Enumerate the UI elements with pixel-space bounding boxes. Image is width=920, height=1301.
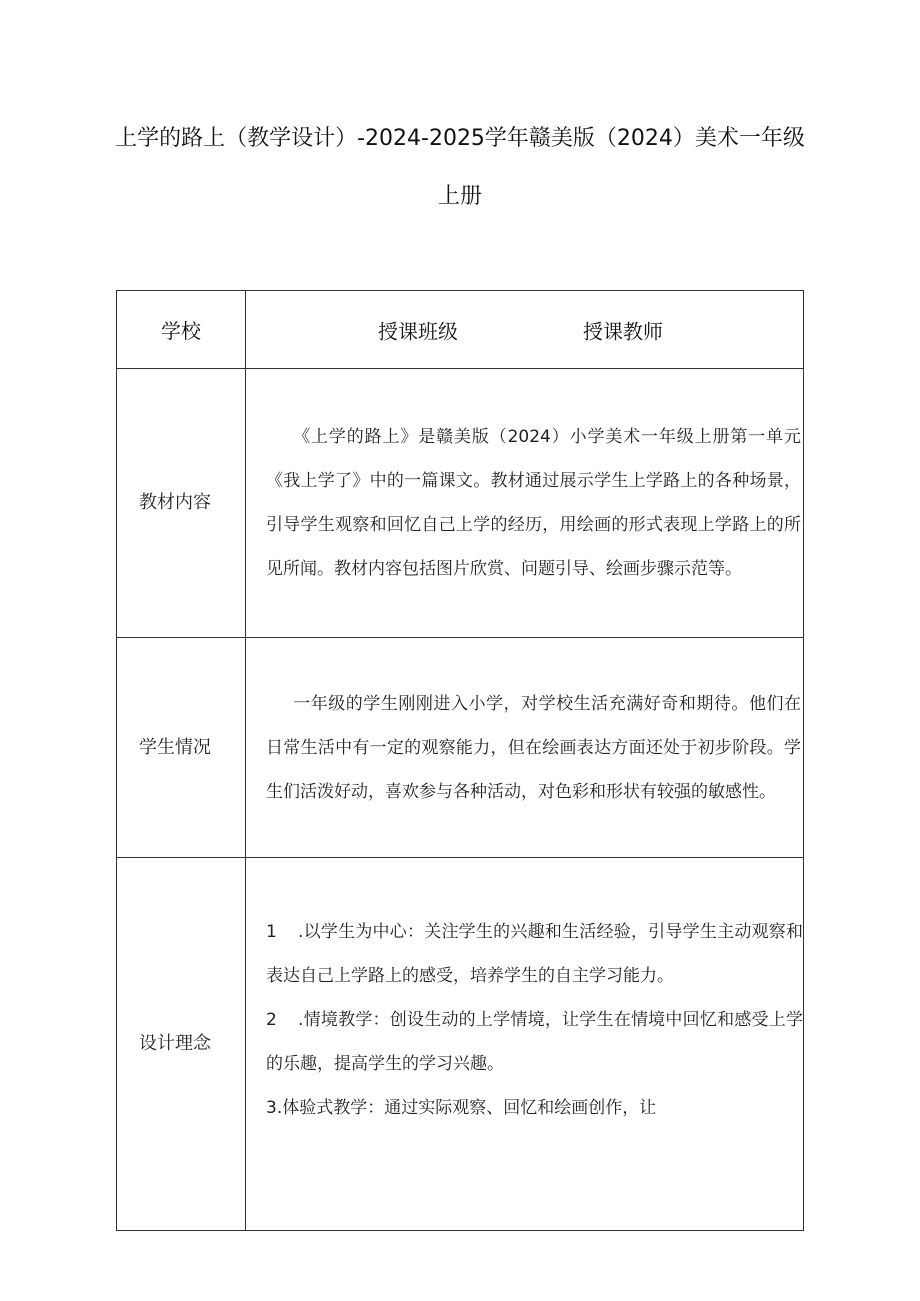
design-item (266, 998, 803, 1086)
design-item-number: 2 (266, 1010, 277, 1030)
materials-text: 《上学的路上》是赣美版（2024）小学美术一年级上册第一单元《我上学了》中的一篇课文。教材通过展示学生上学路上的各种场景，引导学生观察和回忆自己上学的经历，用绘画的形式表现上学路上的所见所闻。教材内容包括图片欣赏、问题引导、绘画步骤示范等。 (266, 427, 801, 579)
table-header-row (117, 291, 804, 369)
materials-label: 教材内容 (117, 369, 246, 638)
design-item-text: .情境教学：创设生动的上学情境，让学生在情境中回忆和感受上学的乐趣，提高学生的学习兴趣。 (266, 1010, 803, 1074)
table-row-students (117, 638, 804, 858)
design-item (266, 1086, 803, 1130)
design-item-text: 3.体验式教学：通过实际观察、回忆和绘画创作，让 (266, 1098, 657, 1118)
table-row-design (117, 858, 804, 1231)
document-title: 上学的路上（教学设计）-2024-2025学年赣美版（2024）美术一年级 (115, 126, 805, 151)
design-content (246, 858, 804, 1231)
class-teacher-header (246, 291, 804, 369)
school-label: 学校 (117, 291, 246, 369)
students-label: 学生情况 (117, 638, 246, 858)
table-row-materials (117, 369, 804, 638)
design-item (266, 910, 803, 998)
design-item-number: 1 (266, 922, 277, 942)
materials-content (246, 369, 804, 638)
document-title-continued: 上册 (437, 184, 482, 209)
class-label: 授课班级 (378, 319, 458, 343)
students-text: 一年级的学生刚刚进入小学，对学校生活充满好奇和期待。他们在日常生活中有一定的观察能力，但在绘画表达方面还处于初步阶段。学生们活泼好动，喜欢参与各种活动，对色彩和形状有较强的敏感性。 (266, 693, 801, 802)
design-item-text: .以学生为中心：关注学生的兴趣和生活经验，引导学生主动观察和表达自己上学路上的感受，培养学生的自主学习能力。 (266, 922, 803, 986)
students-content (246, 638, 804, 858)
lesson-info-table (116, 290, 804, 1231)
teacher-label: 授课教师 (583, 319, 663, 343)
design-label: 设计理念 (117, 858, 246, 1231)
